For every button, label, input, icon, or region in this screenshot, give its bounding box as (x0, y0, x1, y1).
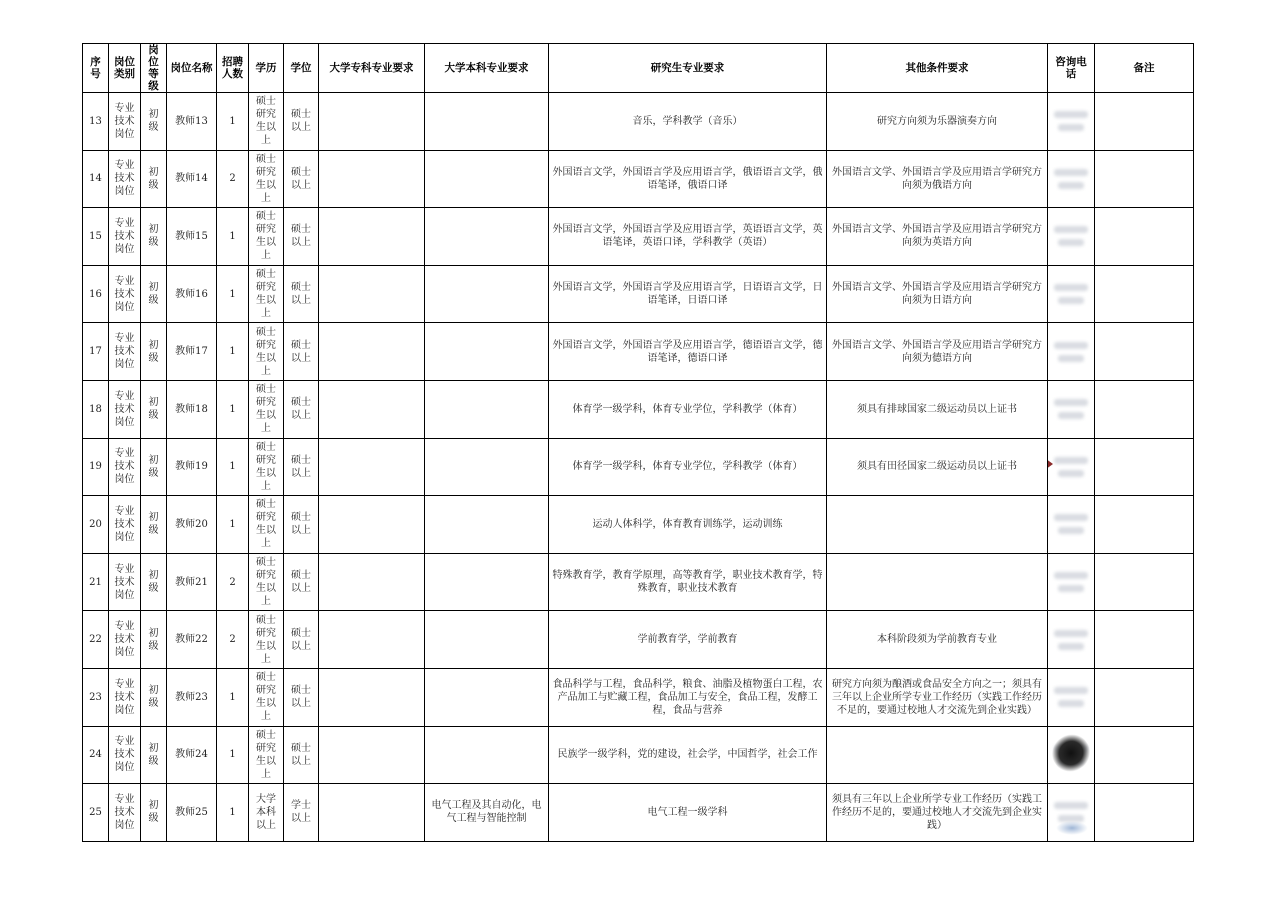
cell-degree: 硕士以上 (284, 323, 319, 381)
ink-stain (1048, 727, 1095, 778)
cell-seq: 19 (83, 438, 109, 496)
cell-graduate: 运动人体科学，体育教育训练学，运动训练 (549, 496, 827, 554)
cell-degree: 硕士以上 (284, 553, 319, 611)
cell-remark (1095, 553, 1194, 611)
blue-smudge (1056, 821, 1088, 835)
cell-edu: 硕士研究生以上 (249, 150, 284, 208)
cell-remark (1095, 150, 1194, 208)
cell-phone-redacted (1048, 208, 1095, 266)
cell-name: 教师23 (167, 668, 217, 726)
cell-remark (1095, 380, 1194, 438)
cell-junior (319, 438, 425, 496)
cell-edu: 硕士研究生以上 (249, 668, 284, 726)
cell-edu: 硕士研究生以上 (249, 496, 284, 554)
cell-edu: 大学本科以上 (249, 784, 284, 842)
cell-level: 初级 (141, 93, 167, 151)
table-row (83, 553, 1194, 611)
cell-level: 初级 (141, 496, 167, 554)
cell-name: 教师15 (167, 208, 217, 266)
cell-bachelor (425, 611, 549, 669)
cell-name: 教师14 (167, 150, 217, 208)
header-remark: 备注 (1095, 44, 1194, 93)
recruitment-table (82, 43, 1194, 842)
cell-phone-redacted (1048, 668, 1095, 726)
cell-remark (1095, 668, 1194, 726)
cell-graduate: 音乐，学科教学（音乐） (549, 93, 827, 151)
cell-other: 外国语言文学、外国语言学及应用语言学研究方向须为俄语方向 (827, 150, 1048, 208)
cell-phone-redacted (1048, 150, 1095, 208)
cell-other: 外国语言文学、外国语言学及应用语言学研究方向须为日语方向 (827, 265, 1048, 323)
cell-seq: 14 (83, 150, 109, 208)
cell-seq: 15 (83, 208, 109, 266)
cell-bachelor (425, 726, 549, 784)
cell-junior (319, 150, 425, 208)
cell-type: 专业技术岗位 (109, 380, 141, 438)
cell-level: 初级 (141, 668, 167, 726)
cell-junior (319, 611, 425, 669)
cell-seq: 24 (83, 726, 109, 784)
cell-type: 专业技术岗位 (109, 93, 141, 151)
cell-other: 须具有田径国家二级运动员以上证书 (827, 438, 1048, 496)
cell-graduate: 体育学一级学科，体育专业学位，学科教学（体育） (549, 380, 827, 438)
cell-name: 教师17 (167, 323, 217, 381)
cell-bachelor (425, 380, 549, 438)
header-junior: 大学专科专业要求 (319, 44, 425, 93)
cell-other: 外国语言文学、外国语言学及应用语言学研究方向须为英语方向 (827, 208, 1048, 266)
header-other: 其他条件要求 (827, 44, 1048, 93)
cell-seq: 20 (83, 496, 109, 554)
header-name: 岗位名称 (167, 44, 217, 93)
cell-graduate: 电气工程一级学科 (549, 784, 827, 842)
cell-remark (1095, 93, 1194, 151)
header-row (83, 44, 1194, 93)
cell-name: 教师24 (167, 726, 217, 784)
cell-type: 专业技术岗位 (109, 208, 141, 266)
cell-bachelor (425, 496, 549, 554)
pointer-mark (1048, 459, 1054, 469)
table-row (83, 380, 1194, 438)
cell-bachelor (425, 553, 549, 611)
cell-seq: 21 (83, 553, 109, 611)
table-row (83, 611, 1194, 669)
cell-graduate: 体育学一级学科，体育专业学位，学科教学（体育） (549, 438, 827, 496)
table-row (83, 93, 1194, 151)
header-graduate: 研究生专业要求 (549, 44, 827, 93)
cell-type: 专业技术岗位 (109, 668, 141, 726)
cell-level: 初级 (141, 208, 167, 266)
cell-degree: 硕士以上 (284, 496, 319, 554)
cell-other (827, 553, 1048, 611)
cell-name: 教师21 (167, 553, 217, 611)
header-edu: 学历 (249, 44, 284, 93)
cell-bachelor: 电气工程及其自动化，电气工程与智能控制 (425, 784, 549, 842)
cell-name: 教师22 (167, 611, 217, 669)
cell-degree: 硕士以上 (284, 438, 319, 496)
cell-edu: 硕士研究生以上 (249, 726, 284, 784)
cell-other: 研究方向须为酿酒或食品安全方向之一；须具有三年以上企业所学专业工作经历（实践工作经历不足的，要通过校地人才交流先到企业实践） (827, 668, 1048, 726)
cell-degree: 硕士以上 (284, 380, 319, 438)
cell-level: 初级 (141, 265, 167, 323)
cell-graduate: 特殊教育学，教育学原理，高等教育学，职业技术教育学，特殊教育，职业技术教育 (549, 553, 827, 611)
cell-remark (1095, 784, 1194, 842)
cell-type: 专业技术岗位 (109, 323, 141, 381)
cell-level: 初级 (141, 150, 167, 208)
cell-junior (319, 496, 425, 554)
cell-name: 教师13 (167, 93, 217, 151)
cell-edu: 硕士研究生以上 (249, 93, 284, 151)
cell-count: 2 (217, 150, 249, 208)
cell-phone-redacted (1048, 784, 1095, 842)
cell-bachelor (425, 323, 549, 381)
cell-phone-redacted (1048, 93, 1095, 151)
cell-graduate: 食品科学与工程，食品科学，粮食、油脂及植物蛋白工程，农产品加工与贮藏工程，食品加工与安全，食品工程，发酵工程，食品与营养 (549, 668, 827, 726)
cell-graduate: 外国语言文学，外国语言学及应用语言学，俄语语言文学，俄语笔译，俄语口译 (549, 150, 827, 208)
header-seq: 序号 (83, 44, 109, 93)
table-row (83, 668, 1194, 726)
cell-bachelor (425, 93, 549, 151)
cell-degree: 硕士以上 (284, 668, 319, 726)
cell-other: 研究方向须为乐器演奏方向 (827, 93, 1048, 151)
cell-junior (319, 726, 425, 784)
cell-level: 初级 (141, 323, 167, 381)
cell-junior (319, 93, 425, 151)
cell-count: 1 (217, 323, 249, 381)
cell-remark (1095, 611, 1194, 669)
cell-level: 初级 (141, 726, 167, 784)
table-row (83, 438, 1194, 496)
cell-type: 专业技术岗位 (109, 553, 141, 611)
cell-count: 2 (217, 611, 249, 669)
cell-graduate: 学前教育学，学前教育 (549, 611, 827, 669)
cell-phone-redacted (1048, 496, 1095, 554)
cell-graduate: 民族学一级学科，党的建设，社会学，中国哲学，社会工作 (549, 726, 827, 784)
cell-count: 1 (217, 380, 249, 438)
table-row (83, 265, 1194, 323)
table-row (83, 323, 1194, 381)
cell-other (827, 496, 1048, 554)
cell-count: 1 (217, 668, 249, 726)
cell-junior (319, 784, 425, 842)
cell-edu: 硕士研究生以上 (249, 438, 284, 496)
cell-edu: 硕士研究生以上 (249, 553, 284, 611)
cell-graduate: 外国语言文学，外国语言学及应用语言学，英语语言文学，英语笔译，英语口译，学科教学（英语） (549, 208, 827, 266)
cell-edu: 硕士研究生以上 (249, 265, 284, 323)
cell-seq: 18 (83, 380, 109, 438)
cell-count: 1 (217, 438, 249, 496)
cell-remark (1095, 496, 1194, 554)
header-bachelor: 大学本科专业要求 (425, 44, 549, 93)
cell-phone-redacted (1048, 553, 1095, 611)
cell-bachelor (425, 150, 549, 208)
cell-count: 2 (217, 553, 249, 611)
cell-count: 1 (217, 784, 249, 842)
cell-count: 1 (217, 208, 249, 266)
cell-name: 教师18 (167, 380, 217, 438)
cell-seq: 16 (83, 265, 109, 323)
header-phone: 咨询电话 (1048, 44, 1095, 93)
cell-degree: 硕士以上 (284, 150, 319, 208)
cell-edu: 硕士研究生以上 (249, 323, 284, 381)
cell-edu: 硕士研究生以上 (249, 208, 284, 266)
cell-bachelor (425, 208, 549, 266)
cell-phone-redacted (1048, 611, 1095, 669)
cell-remark (1095, 726, 1194, 784)
cell-type: 专业技术岗位 (109, 611, 141, 669)
cell-junior (319, 323, 425, 381)
cell-graduate: 外国语言文学，外国语言学及应用语言学，德语语言文学，德语笔译，德语口译 (549, 323, 827, 381)
cell-name: 教师19 (167, 438, 217, 496)
cell-degree: 硕士以上 (284, 93, 319, 151)
header-level: 岗位等级 (141, 44, 167, 93)
cell-name: 教师25 (167, 784, 217, 842)
cell-remark (1095, 438, 1194, 496)
header-degree: 学位 (284, 44, 319, 93)
cell-junior (319, 668, 425, 726)
cell-count: 1 (217, 496, 249, 554)
cell-type: 专业技术岗位 (109, 784, 141, 842)
cell-degree: 硕士以上 (284, 208, 319, 266)
cell-seq: 23 (83, 668, 109, 726)
cell-graduate: 外国语言文学，外国语言学及应用语言学，日语语言文学，日语笔译，日语口译 (549, 265, 827, 323)
cell-count: 1 (217, 265, 249, 323)
cell-remark (1095, 265, 1194, 323)
table-row (83, 784, 1194, 842)
cell-type: 专业技术岗位 (109, 726, 141, 784)
cell-phone-redacted (1048, 380, 1095, 438)
cell-junior (319, 265, 425, 323)
cell-other: 外国语言文学、外国语言学及应用语言学研究方向须为德语方向 (827, 323, 1048, 381)
cell-count: 1 (217, 93, 249, 151)
table-row (83, 496, 1194, 554)
cell-type: 专业技术岗位 (109, 496, 141, 554)
cell-junior (319, 208, 425, 266)
cell-edu: 硕士研究生以上 (249, 380, 284, 438)
cell-level: 初级 (141, 611, 167, 669)
cell-name: 教师20 (167, 496, 217, 554)
cell-seq: 25 (83, 784, 109, 842)
cell-type: 专业技术岗位 (109, 150, 141, 208)
cell-other: 本科阶段须为学前教育专业 (827, 611, 1048, 669)
cell-degree: 硕士以上 (284, 265, 319, 323)
cell-junior (319, 380, 425, 438)
cell-name: 教师16 (167, 265, 217, 323)
cell-remark (1095, 208, 1194, 266)
cell-bachelor (425, 668, 549, 726)
cell-level: 初级 (141, 784, 167, 842)
cell-seq: 17 (83, 323, 109, 381)
cell-seq: 22 (83, 611, 109, 669)
cell-degree: 学士以上 (284, 784, 319, 842)
cell-bachelor (425, 438, 549, 496)
cell-count: 1 (217, 726, 249, 784)
table-row (83, 150, 1194, 208)
cell-phone-redacted (1048, 323, 1095, 381)
cell-type: 专业技术岗位 (109, 265, 141, 323)
table-row (83, 726, 1194, 784)
cell-other (827, 726, 1048, 784)
header-type: 岗位类别 (109, 44, 141, 93)
cell-junior (319, 553, 425, 611)
cell-bachelor (425, 265, 549, 323)
header-count: 招聘人数 (217, 44, 249, 93)
cell-phone-redacted (1048, 726, 1095, 784)
cell-phone-redacted (1048, 265, 1095, 323)
cell-degree: 硕士以上 (284, 611, 319, 669)
cell-other: 须具有三年以上企业所学专业工作经历（实践工作经历不足的，要通过校地人才交流先到企业实践） (827, 784, 1048, 842)
cell-remark (1095, 323, 1194, 381)
table-row (83, 208, 1194, 266)
cell-level: 初级 (141, 438, 167, 496)
cell-level: 初级 (141, 553, 167, 611)
cell-level: 初级 (141, 380, 167, 438)
cell-type: 专业技术岗位 (109, 438, 141, 496)
cell-seq: 13 (83, 93, 109, 151)
cell-edu: 硕士研究生以上 (249, 611, 284, 669)
cell-degree: 硕士以上 (284, 726, 319, 784)
cell-other: 须具有排球国家二级运动员以上证书 (827, 380, 1048, 438)
cell-phone-redacted (1048, 438, 1095, 496)
